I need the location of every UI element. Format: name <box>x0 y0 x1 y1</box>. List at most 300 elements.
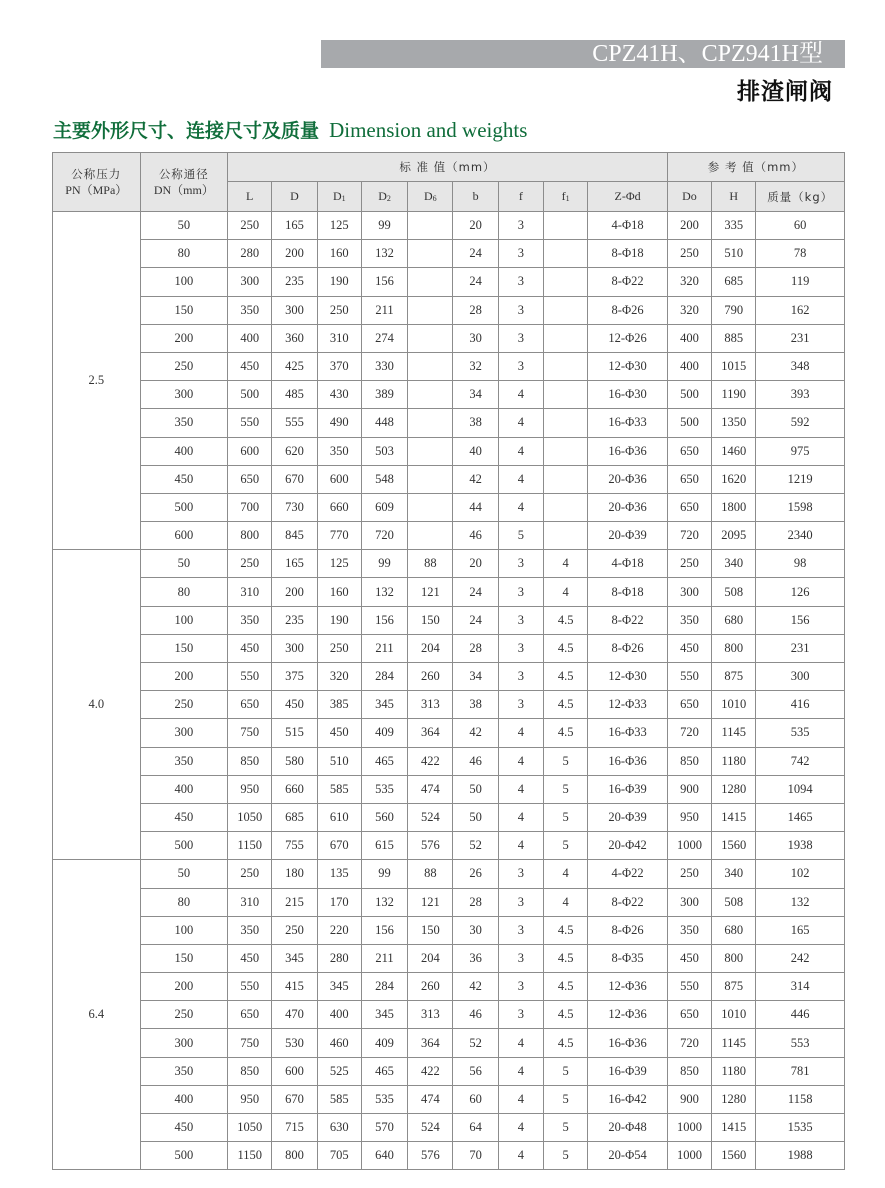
table-cell: 400 <box>317 1001 361 1029</box>
table-cell: 950 <box>228 1085 272 1113</box>
table-cell: 503 <box>361 437 407 465</box>
table-cell: 99 <box>361 550 407 578</box>
table-cell: 1560 <box>712 832 756 860</box>
table-cell: 121 <box>408 888 453 916</box>
table-cell: 250 <box>667 860 711 888</box>
table-cell: 950 <box>667 803 711 831</box>
table-cell: 4.5 <box>544 719 588 747</box>
table-cell <box>544 212 588 240</box>
table-cell: 8-Φ22 <box>588 888 668 916</box>
table-cell: 845 <box>272 522 317 550</box>
table-cell: 215 <box>272 888 317 916</box>
table-cell: 705 <box>317 1142 361 1170</box>
table-cell: 490 <box>317 409 361 437</box>
table-cell: 235 <box>272 268 317 296</box>
table-cell: 1158 <box>756 1085 845 1113</box>
table-cell: 200 <box>272 240 317 268</box>
table-cell: 12-Φ30 <box>588 352 668 380</box>
table-cell: 450 <box>667 944 711 972</box>
table-cell: 52 <box>453 832 498 860</box>
table-cell: 4.5 <box>544 634 588 662</box>
table-cell: 80 <box>140 888 228 916</box>
header-std-col-sub: 1 <box>565 194 570 203</box>
table-cell: 550 <box>667 663 711 691</box>
table-cell: 8-Φ22 <box>588 606 668 634</box>
table-cell: 34 <box>453 381 498 409</box>
table-row <box>53 550 845 578</box>
table-cell: 640 <box>361 1142 407 1170</box>
table-cell: 5 <box>498 522 543 550</box>
table-cell: 409 <box>361 719 407 747</box>
table-cell: 535 <box>361 775 407 803</box>
table-cell: 500 <box>140 1142 228 1170</box>
header-std-col-base: f <box>561 189 566 203</box>
table-row <box>53 832 845 860</box>
table-cell: 32 <box>453 352 498 380</box>
table-cell: 600 <box>228 437 272 465</box>
table-cell: 400 <box>667 324 711 352</box>
header-std-col <box>228 182 272 212</box>
header-std-col-sub: 2 <box>386 194 391 203</box>
table-cell: 3 <box>498 973 543 1001</box>
table-cell: 250 <box>140 352 228 380</box>
table-cell: 425 <box>272 352 317 380</box>
table-cell: 555 <box>272 409 317 437</box>
table-cell: 474 <box>408 775 453 803</box>
table-cell: 560 <box>361 803 407 831</box>
table-cell: 4 <box>498 1114 543 1142</box>
table-cell: 400 <box>140 775 228 803</box>
table-cell: 720 <box>667 719 711 747</box>
table-cell: 36 <box>453 944 498 972</box>
table-row <box>53 212 845 240</box>
table-cell: 100 <box>140 606 228 634</box>
table-cell: 650 <box>228 691 272 719</box>
table-cell <box>408 409 453 437</box>
table-row <box>53 691 845 719</box>
table-cell: 600 <box>140 522 228 550</box>
table-cell: 465 <box>361 1057 407 1085</box>
table-cell: 99 <box>361 860 407 888</box>
table-cell: 38 <box>453 691 498 719</box>
table-cell: 4-Φ18 <box>588 212 668 240</box>
table-cell: 600 <box>317 465 361 493</box>
table-cell: 200 <box>140 973 228 1001</box>
table-cell: 8-Φ26 <box>588 296 668 324</box>
table-cell: 508 <box>712 578 756 606</box>
table-cell: 576 <box>408 832 453 860</box>
table-row <box>53 437 845 465</box>
table-cell: 375 <box>272 663 317 691</box>
table-cell: 800 <box>228 522 272 550</box>
table-cell: 20-Φ54 <box>588 1142 668 1170</box>
table-cell: 781 <box>756 1057 845 1085</box>
table-cell: 126 <box>756 578 845 606</box>
table-cell: 42 <box>453 973 498 1001</box>
table-cell: 40 <box>453 437 498 465</box>
table-cell: 3 <box>498 944 543 972</box>
table-row <box>53 578 845 606</box>
table-cell: 211 <box>361 634 407 662</box>
table-cell: 16-Φ33 <box>588 409 668 437</box>
table-cell: 530 <box>272 1029 317 1057</box>
table-cell: 1598 <box>756 493 845 521</box>
table-cell: 4-Φ18 <box>588 550 668 578</box>
table-cell: 585 <box>317 1085 361 1113</box>
table-cell: 20-Φ42 <box>588 832 668 860</box>
table-cell: 1010 <box>712 691 756 719</box>
table-cell: 875 <box>712 663 756 691</box>
table-row <box>53 296 845 324</box>
table-cell: 4 <box>498 437 543 465</box>
table-cell: 5 <box>544 1085 588 1113</box>
table-cell: 20 <box>453 550 498 578</box>
table-cell: 680 <box>712 916 756 944</box>
table-cell <box>544 409 588 437</box>
section-title <box>53 116 527 143</box>
table-cell: 1010 <box>712 1001 756 1029</box>
table-cell: 1465 <box>756 803 845 831</box>
table-cell <box>544 296 588 324</box>
table-cell: 260 <box>408 973 453 1001</box>
table-cell: 650 <box>667 465 711 493</box>
table-cell: 165 <box>272 550 317 578</box>
table-cell: 4 <box>498 493 543 521</box>
table-cell: 416 <box>756 691 845 719</box>
table-cell: 250 <box>317 296 361 324</box>
table-cell: 350 <box>667 916 711 944</box>
table-cell: 180 <box>272 860 317 888</box>
pn-cell: 2.5 <box>53 212 141 550</box>
table-cell <box>544 324 588 352</box>
table-cell: 34 <box>453 663 498 691</box>
table-cell <box>408 493 453 521</box>
table-cell: 242 <box>756 944 845 972</box>
table-cell: 50 <box>140 860 228 888</box>
table-cell: 12-Φ36 <box>588 973 668 1001</box>
header-std-col <box>498 182 543 212</box>
table-cell: 100 <box>140 916 228 944</box>
section-title-zh: 主要外形尺寸、连接尺寸及质量 <box>53 120 320 142</box>
table-cell: 350 <box>228 606 272 634</box>
table-cell: 235 <box>272 606 317 634</box>
table-cell: 850 <box>228 747 272 775</box>
table-cell: 5 <box>544 803 588 831</box>
table-cell: 274 <box>361 324 407 352</box>
table-cell: 345 <box>272 944 317 972</box>
table-cell: 350 <box>140 747 228 775</box>
table-cell <box>408 240 453 268</box>
table-cell: 800 <box>712 634 756 662</box>
table-cell: 4-Φ22 <box>588 860 668 888</box>
table-cell: 4 <box>498 719 543 747</box>
table-cell: 260 <box>408 663 453 691</box>
table-cell: 284 <box>361 973 407 1001</box>
table-cell: 80 <box>140 240 228 268</box>
table-cell: 4 <box>498 803 543 831</box>
table-cell: 1988 <box>756 1142 845 1170</box>
table-cell: 389 <box>361 381 407 409</box>
table-cell: 165 <box>756 916 845 944</box>
table-cell: 350 <box>317 437 361 465</box>
table-cell: 160 <box>317 578 361 606</box>
table-cell: 42 <box>453 719 498 747</box>
table-cell: 446 <box>756 1001 845 1029</box>
header-std-col-sub: 6 <box>432 194 437 203</box>
table-cell: 1000 <box>667 832 711 860</box>
table-cell: 4 <box>498 832 543 860</box>
table-cell: 132 <box>361 888 407 916</box>
table-cell: 5 <box>544 1114 588 1142</box>
table-cell <box>408 381 453 409</box>
model-banner <box>321 40 845 68</box>
table-cell: 415 <box>272 973 317 1001</box>
table-cell: 720 <box>667 1029 711 1057</box>
table-cell: 340 <box>712 860 756 888</box>
table-cell: 1015 <box>712 352 756 380</box>
dimension-table <box>52 152 845 1170</box>
table-cell: 430 <box>317 381 361 409</box>
table-cell: 300 <box>667 578 711 606</box>
table-cell <box>408 437 453 465</box>
table-cell: 465 <box>361 747 407 775</box>
table-cell: 1219 <box>756 465 845 493</box>
table-cell: 360 <box>272 324 317 352</box>
table-cell: 3 <box>498 296 543 324</box>
table-cell: 350 <box>228 916 272 944</box>
table-cell: 770 <box>317 522 361 550</box>
header-std-col <box>588 182 668 212</box>
header-dn-zh: 公称通径 <box>158 167 209 181</box>
table-cell: 3 <box>498 916 543 944</box>
pn-cell: 6.4 <box>53 860 141 1170</box>
table-cell: 524 <box>408 1114 453 1142</box>
table-cell: 102 <box>756 860 845 888</box>
table-cell: 4.5 <box>544 606 588 634</box>
table-cell: 4 <box>544 550 588 578</box>
table-cell: 348 <box>756 352 845 380</box>
table-cell: 510 <box>712 240 756 268</box>
table-cell: 20 <box>453 212 498 240</box>
table-cell: 850 <box>228 1057 272 1085</box>
table-cell: 975 <box>756 437 845 465</box>
table-cell: 3 <box>498 860 543 888</box>
table-cell: 60 <box>453 1085 498 1113</box>
table-row <box>53 1142 845 1170</box>
table-row <box>53 522 845 550</box>
table-cell: 78 <box>756 240 845 268</box>
table-cell: 204 <box>408 634 453 662</box>
table-cell: 300 <box>756 663 845 691</box>
table-cell: 1094 <box>756 775 845 803</box>
table-cell: 8-Φ18 <box>588 578 668 606</box>
table-cell: 250 <box>272 916 317 944</box>
header-std-col <box>272 182 317 212</box>
table-cell: 70 <box>453 1142 498 1170</box>
table-cell: 450 <box>140 465 228 493</box>
table-cell: 211 <box>361 944 407 972</box>
header-std-col <box>408 182 453 212</box>
header-std-col-base: Z-Φd <box>614 189 641 203</box>
table-cell: 132 <box>756 888 845 916</box>
table-cell: 850 <box>667 747 711 775</box>
table-cell: 5 <box>544 1142 588 1170</box>
table-cell: 12-Φ26 <box>588 324 668 352</box>
table-cell: 4.5 <box>544 973 588 1001</box>
table-cell: 190 <box>317 606 361 634</box>
table-cell: 156 <box>361 268 407 296</box>
table-cell: 100 <box>140 268 228 296</box>
table-cell: 20-Φ36 <box>588 465 668 493</box>
table-cell: 345 <box>317 973 361 1001</box>
table-cell: 3 <box>498 240 543 268</box>
table-cell: 8-Φ26 <box>588 634 668 662</box>
table-cell: 38 <box>453 409 498 437</box>
table-row <box>53 888 845 916</box>
table-cell: 150 <box>408 606 453 634</box>
table-cell: 450 <box>140 1114 228 1142</box>
table-row <box>53 240 845 268</box>
table-cell: 50 <box>140 550 228 578</box>
table-cell: 190 <box>317 268 361 296</box>
table-cell: 20-Φ39 <box>588 522 668 550</box>
table-cell: 160 <box>317 240 361 268</box>
table-cell: 525 <box>317 1057 361 1085</box>
table-cell: 250 <box>317 634 361 662</box>
table-cell <box>408 324 453 352</box>
table-cell: 345 <box>361 691 407 719</box>
table-cell: 350 <box>667 606 711 634</box>
table-cell: 4 <box>498 1142 543 1170</box>
table-cell: 4 <box>498 1085 543 1113</box>
table-cell: 609 <box>361 493 407 521</box>
table-cell: 231 <box>756 634 845 662</box>
header-std-col <box>453 182 498 212</box>
table-cell: 4.5 <box>544 916 588 944</box>
table-cell: 46 <box>453 522 498 550</box>
table-cell: 24 <box>453 606 498 634</box>
table-cell: 200 <box>272 578 317 606</box>
table-cell: 50 <box>453 775 498 803</box>
table-cell: 46 <box>453 747 498 775</box>
table-cell: 535 <box>361 1085 407 1113</box>
table-cell: 150 <box>140 634 228 662</box>
header-ref-col: H <box>712 182 756 212</box>
table-cell: 1280 <box>712 775 756 803</box>
table-cell: 680 <box>712 606 756 634</box>
table-cell: 750 <box>228 719 272 747</box>
table-cell: 660 <box>272 775 317 803</box>
table-row <box>53 973 845 1001</box>
table-cell: 585 <box>317 775 361 803</box>
table-cell: 8-Φ26 <box>588 916 668 944</box>
table-cell: 460 <box>317 1029 361 1057</box>
table-cell: 3 <box>498 663 543 691</box>
table-cell: 64 <box>453 1114 498 1142</box>
table-cell: 8-Φ35 <box>588 944 668 972</box>
header-std-col-base: f <box>518 189 523 203</box>
table-cell: 364 <box>408 719 453 747</box>
table-row <box>53 719 845 747</box>
table-cell: 1000 <box>667 1114 711 1142</box>
table-cell: 12-Φ33 <box>588 691 668 719</box>
table-cell: 4.5 <box>544 691 588 719</box>
table-cell: 60 <box>756 212 845 240</box>
table-cell: 4.5 <box>544 1029 588 1057</box>
table-cell: 16-Φ36 <box>588 747 668 775</box>
table-cell: 156 <box>361 916 407 944</box>
table-cell: 450 <box>228 634 272 662</box>
table-cell: 162 <box>756 296 845 324</box>
table-cell: 500 <box>667 381 711 409</box>
table-cell: 400 <box>228 324 272 352</box>
header-ref-col: 质量（kg） <box>756 182 845 212</box>
table-cell: 300 <box>272 634 317 662</box>
table-cell: 4 <box>498 465 543 493</box>
table-cell: 121 <box>408 578 453 606</box>
table-cell: 650 <box>667 1001 711 1029</box>
table-cell: 150 <box>408 916 453 944</box>
table-cell: 24 <box>453 578 498 606</box>
product-name: 排渣闸阀 <box>737 79 833 105</box>
table-row <box>53 634 845 662</box>
table-cell: 580 <box>272 747 317 775</box>
table-cell: 250 <box>228 212 272 240</box>
table-cell: 320 <box>667 268 711 296</box>
table-cell <box>544 352 588 380</box>
table-cell: 200 <box>140 663 228 691</box>
table-cell: 28 <box>453 888 498 916</box>
table-cell: 1280 <box>712 1085 756 1113</box>
table-row <box>53 465 845 493</box>
table-cell: 42 <box>453 465 498 493</box>
table-cell: 2095 <box>712 522 756 550</box>
table-cell: 900 <box>667 1085 711 1113</box>
table-cell: 250 <box>667 240 711 268</box>
table-cell: 615 <box>361 832 407 860</box>
table-cell <box>408 296 453 324</box>
table-cell: 20-Φ39 <box>588 803 668 831</box>
table-cell: 3 <box>498 578 543 606</box>
table-cell: 409 <box>361 1029 407 1057</box>
table-cell <box>408 465 453 493</box>
table-cell: 1050 <box>228 803 272 831</box>
table-cell: 4 <box>498 1057 543 1085</box>
table-row <box>53 860 845 888</box>
table-cell: 3 <box>498 691 543 719</box>
table-cell: 1415 <box>712 803 756 831</box>
table-cell: 300 <box>140 1029 228 1057</box>
table-cell: 422 <box>408 747 453 775</box>
table-cell: 650 <box>228 465 272 493</box>
table-cell: 875 <box>712 973 756 1001</box>
table-cell: 24 <box>453 268 498 296</box>
table-cell: 26 <box>453 860 498 888</box>
table-cell: 630 <box>317 1114 361 1142</box>
table-cell: 4 <box>544 888 588 916</box>
table-cell: 448 <box>361 409 407 437</box>
table-cell: 900 <box>667 775 711 803</box>
table-cell: 200 <box>140 324 228 352</box>
table-cell <box>408 522 453 550</box>
table-cell: 500 <box>140 832 228 860</box>
header-std-col <box>317 182 361 212</box>
table-cell: 4 <box>498 747 543 775</box>
table-cell: 170 <box>317 888 361 916</box>
header-std-col <box>544 182 588 212</box>
table-row <box>53 916 845 944</box>
table-cell: 1415 <box>712 1114 756 1142</box>
